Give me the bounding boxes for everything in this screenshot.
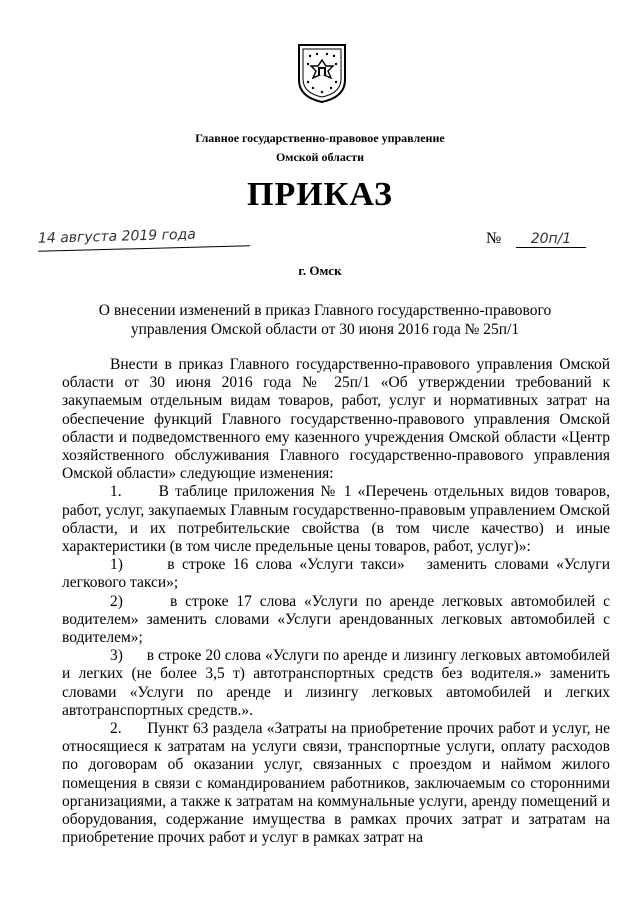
body-subitem-1: 1) в строке 16 слова «Услуги такси» заменить словами «Услуги легкового такси»; bbox=[62, 556, 610, 592]
document-body bbox=[62, 356, 610, 847]
body-item-1: 1. В таблице приложения № 1 «Перечень отдельных видов товаров, работ, услуг, закупаемых Главным государственно-правовым управлением Омской области, и их потребительские свойства (в том числе качество) и иные характеристики (в том числе предельные цены товаров, работ, услуг)»: bbox=[62, 483, 610, 556]
body-item-2: 2. Пункт 63 раздела «Затраты на приобретение прочих работ и услуг, не относящиеся к затратам на услуги связи, транспортные услуги, оплату расходов по договорам об оказании услуг, связанных с проездом и наймом жилого помещения в связи с командированием работников, заключаемым со сторонними организациями, а также к затратам на коммунальные услуги, аренду помещений и оборудования, содержание имущества в рамках прочих затрат и затратам на приобретение прочих работ и услуг в рамках затрат на bbox=[62, 720, 610, 847]
body-subitem-2: 2) в строке 17 слова «Услуги по аренде легковых автомобилей с водителем» заменить словами «Услуги арендованных легковых автомобилей с водителем»; bbox=[62, 592, 610, 647]
organization-name-line1: Главное государственно-правовое управление bbox=[195, 131, 445, 145]
city-name: г. Омск bbox=[298, 263, 342, 278]
body-intro-paragraph: Внести в приказ Главного государственно-правового управления Омской области от 30 июня 2016 года № 25п/1 «Об утверждении требований к закупаемым отдельным видам товаров, работ, услуг и нормативных затрат на обеспечение функций Главного государственно-правового управления Омской области и подведомственного ему казенного учреждения Омской области «Центр хозяйственного обслуживания Главного государственно-правового управления Омской области» следующие изменения: bbox=[62, 356, 610, 483]
order-number bbox=[486, 230, 590, 250]
organization-name-line2: Омской области bbox=[275, 150, 365, 164]
handwritten-number: 20п/1 bbox=[516, 231, 586, 248]
document-title: ПРИКАЗ bbox=[247, 176, 393, 213]
body-subitem-3: 3) в строке 20 слова «Услуги по аренде и лизингу легковых автомобилей и легких (не более 3,5 т) автотранспортных средств без водителя.» заменить словами «Услуги по аренде и лизингу легковых автомобилей и легких автотранспортных средств.». bbox=[62, 647, 610, 719]
handwritten-date: 14 августа 2019 года bbox=[38, 225, 250, 252]
document-subject: О внесении изменений в приказ Главного государственно-правового управления Омской области от 30 июня 2016 года № 25п/1 bbox=[98, 302, 552, 338]
coat-of-arms-emblem bbox=[296, 42, 348, 104]
number-label: № bbox=[486, 230, 502, 247]
